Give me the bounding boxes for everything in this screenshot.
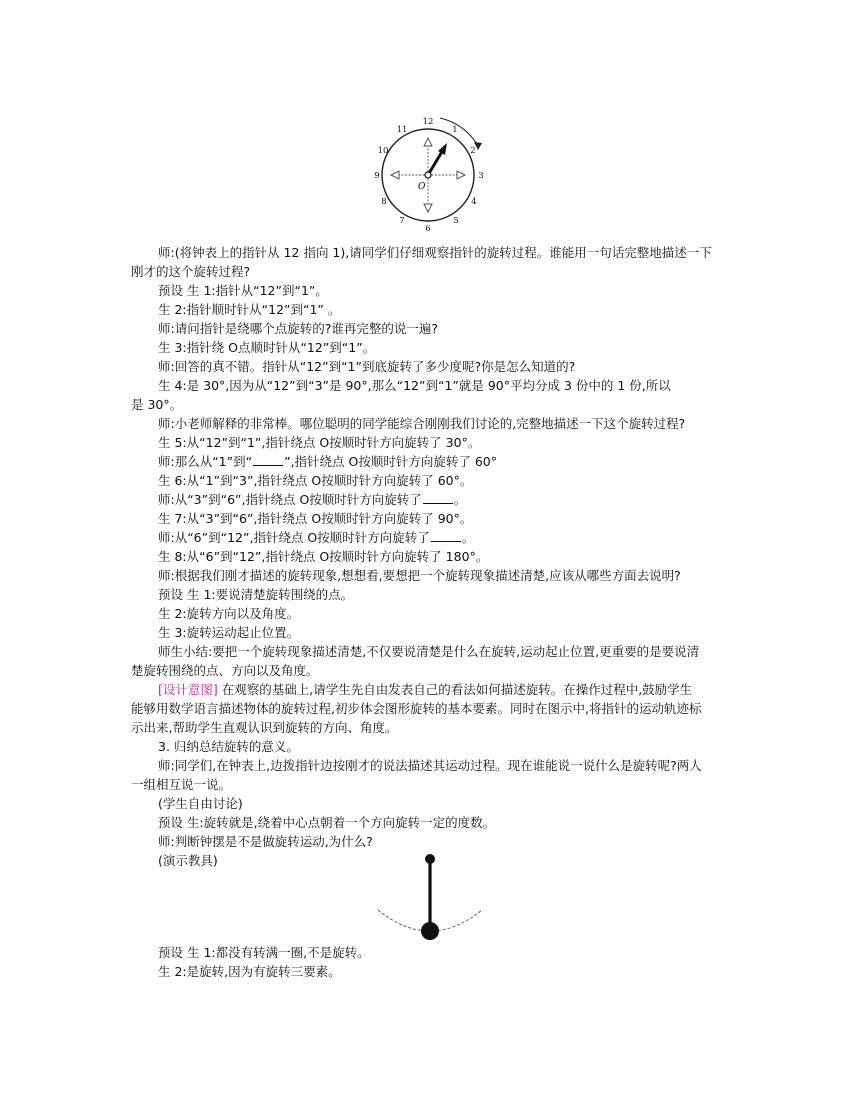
clock-number-3: 3 <box>478 171 484 181</box>
text-line: 生 4:是 30°,因为从“12”到“3”是 90°,那么“12”到“1”就是 90°平均分成 3 份中的 1 份,所以 <box>158 378 671 393</box>
text-line: 预设 生 1:要说清楚旋转围绕的点。 <box>158 587 354 602</box>
fill-blank <box>431 529 461 542</box>
text-line-with-blank <box>131 452 758 471</box>
text-line: (演示教具) <box>158 853 218 868</box>
text-line-with-blank <box>131 528 758 547</box>
pendulum-figure <box>375 848 485 944</box>
text-line: 生 2:旋转方向以及角度。 <box>158 606 300 621</box>
clock-number-2: 2 <box>470 146 476 156</box>
text-line: 示出来,帮助学生直观认识到旋转的方向、角度。 <box>131 720 398 735</box>
clock-number-7: 7 <box>399 216 405 226</box>
clock-figure <box>368 112 488 232</box>
text-line: 师:回答的真不错。指针从“12”到“1”到底旋转了多少度呢?你是怎么知道的? <box>158 359 576 374</box>
text-fragment: 。 <box>453 492 467 507</box>
design-intent-tag: [设计意图] <box>158 682 218 697</box>
clock-number-1: 1 <box>452 125 458 135</box>
text-line: 能够用数学语言描述物体的旋转过程,初步体会图形旋转的基本要素。同时在图示中,将指针的运动轨迹标 <box>131 701 702 716</box>
text-fragment: 师:从“6”到“12”,指针绕点 O按顺时针方向旋转了 <box>158 530 430 545</box>
text-fragment: 在观察的基础上,请学生先自由发表自己的看法如何描述旋转。在操作过程中,鼓励学生 <box>217 682 693 697</box>
text-line: 楚旋转围绕的点、方向以及角度。 <box>131 663 319 678</box>
clock-center-label: O <box>418 182 426 192</box>
text-line: 生 5:从“12”到“1”,指针绕点 O按顺时针方向旋转了 30°。 <box>158 435 481 450</box>
text-line-design-intent <box>131 680 758 699</box>
clock-number-11: 11 <box>396 125 408 135</box>
text-line: 预设 生:旋转就是,绕着中心点朝着一个方向旋转一定的度数。 <box>158 815 496 830</box>
text-line: 师:判断钟摆是不是做旋转运动,为什么? <box>158 834 373 849</box>
text-line: 师生小结:要把一个旋转现象描述清楚,不仅要说清楚是什么在旋转,运动起止位置,更重要的是要说清 <box>158 644 700 659</box>
text-fragment: 。 <box>461 530 475 545</box>
text-line: 是 30°。 <box>131 397 183 412</box>
text-line: 生 3:旋转运动起止位置。 <box>158 625 300 640</box>
clock-number-9: 9 <box>374 171 380 181</box>
clock-number-8: 8 <box>381 197 387 207</box>
text-line: 生 2:是旋转,因为有旋转三要素。 <box>158 964 341 979</box>
fill-blank <box>253 453 283 466</box>
text-line: 师:请问指针是绕哪个点旋转的?谁再完整的说一遍? <box>158 321 438 336</box>
text-line: 生 2:指针顺时针从“12”到“1” 。 <box>158 302 341 317</box>
text-line: 师:小老师解释的非常棒。哪位聪明的同学能综合刚刚我们讨论的,完整地描述一下这个旋转过程? <box>158 416 686 431</box>
clock-number-12: 12 <box>422 117 434 127</box>
clock-number-6: 6 <box>425 224 431 232</box>
text-fragment: 师:那么从“1”到“ <box>158 454 253 469</box>
text-line: 生 8:从“6”到“12”,指针绕点 O按顺时针方向旋转了 180°。 <box>158 549 489 564</box>
clock-number-10: 10 <box>377 146 389 156</box>
text-line: 刚才的这个旋转过程? <box>131 264 251 279</box>
text-line: 师:根据我们刚才描述的旋转现象,想想看,要想把一个旋转现象描述清楚,应该从哪些方面去说明? <box>158 568 681 583</box>
text-line: 师:(将钟表上的指针从 12 指向 1),请同学们仔细观察指针的旋转过程。谁能用一句话完整地描述一下 <box>158 245 712 260</box>
clock-number-5: 5 <box>453 216 459 226</box>
text-line: 师:同学们,在钟表上,边拨指针边按刚才的说法描述其运动过程。现在谁能说一说什么是旋转呢?两人 <box>158 758 702 773</box>
text-line: 生 6:从“1”到“3”,指针绕点 O按顺时针方向旋转了 60°。 <box>158 473 473 488</box>
text-line: 预设 生 1:都没有转满一圈,不是旋转。 <box>158 945 370 960</box>
text-line: 一组相互说一说。 <box>131 777 232 792</box>
text-fragment: 师:从“3”到“6”,指针绕点 O按顺时针方向旋转了 <box>158 492 422 507</box>
text-line: 生 7:从“3”到“6”,指针绕点 O按顺时针方向旋转了 90°。 <box>158 511 473 526</box>
fill-blank <box>423 491 453 504</box>
text-fragment: ”,指针绕点 O按顺时针方向旋转了 60° <box>284 454 497 469</box>
clock-number-4: 4 <box>471 197 477 207</box>
text-line: 生 3:指针绕 O点顺时针从“12”到“1”。 <box>158 340 376 355</box>
section-heading: 3. 归纳总结旋转的意义。 <box>158 739 299 754</box>
text-line-with-blank <box>131 490 758 509</box>
text-line: 预设 生 1:指针从“12”到“1”。 <box>158 283 328 298</box>
text-line: (学生自由讨论) <box>158 796 243 811</box>
